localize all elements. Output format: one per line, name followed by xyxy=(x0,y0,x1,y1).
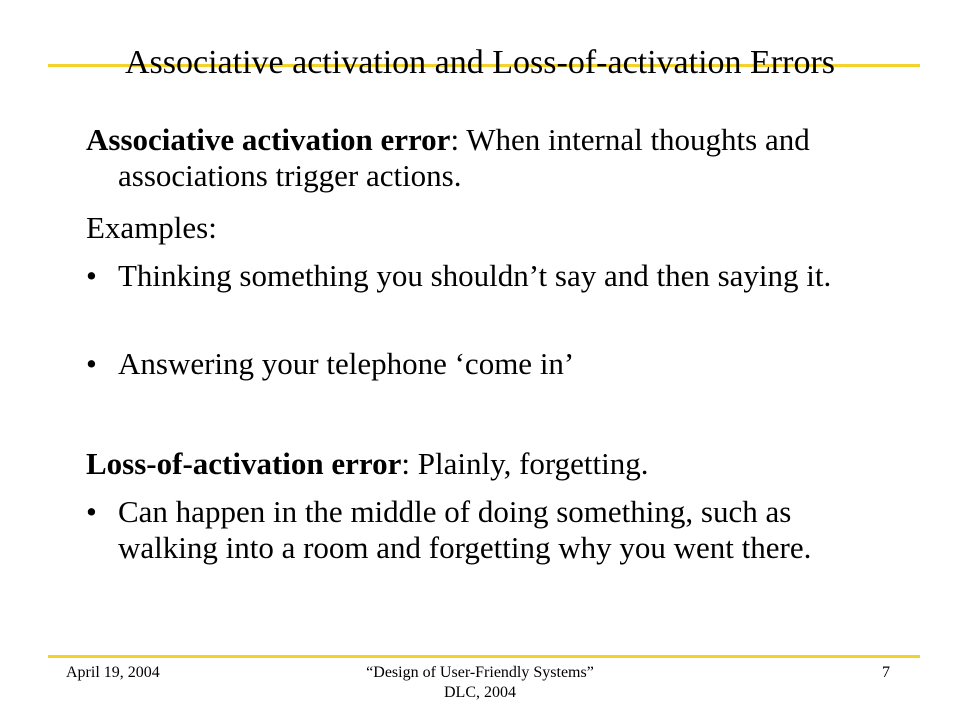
bullet-icon: • xyxy=(86,258,97,293)
bullet-icon: • xyxy=(86,346,97,381)
slide-title: Associative activation and Loss-of-activation Errors xyxy=(125,44,835,81)
footer-date: April 19, 2004 xyxy=(66,664,160,681)
list-item xyxy=(86,346,886,382)
footer-course-title: “Design of User-Friendly Systems” xyxy=(366,664,594,681)
examples-label: Examples: xyxy=(86,210,217,245)
page-number: 7 xyxy=(882,664,890,681)
list-item-text: Thinking something you shouldn’t say and then saying it. xyxy=(118,258,832,293)
list-item-text: Answering your telephone ‘come in’ xyxy=(118,346,575,381)
footer-course-org: DLC, 2004 xyxy=(444,684,516,701)
term-loss: Loss-of-activation error xyxy=(86,446,402,481)
list-item-text: Can happen in the middle of doing something, such as walking into a room and forgetting why you went there. xyxy=(118,494,812,565)
footer-course xyxy=(280,663,680,703)
list-item xyxy=(86,258,886,294)
bullet-icon: • xyxy=(86,494,97,529)
definition-loss-text: : Plainly, forgetting. xyxy=(401,446,649,481)
footer-rule xyxy=(48,655,920,658)
definition-associative-text: : When internal thoughts and associations trigger actions. xyxy=(118,122,810,193)
definition-associative xyxy=(86,122,918,194)
definition-loss xyxy=(86,446,918,482)
term-associative: Associative activation error xyxy=(86,122,451,157)
list-item xyxy=(86,494,886,566)
